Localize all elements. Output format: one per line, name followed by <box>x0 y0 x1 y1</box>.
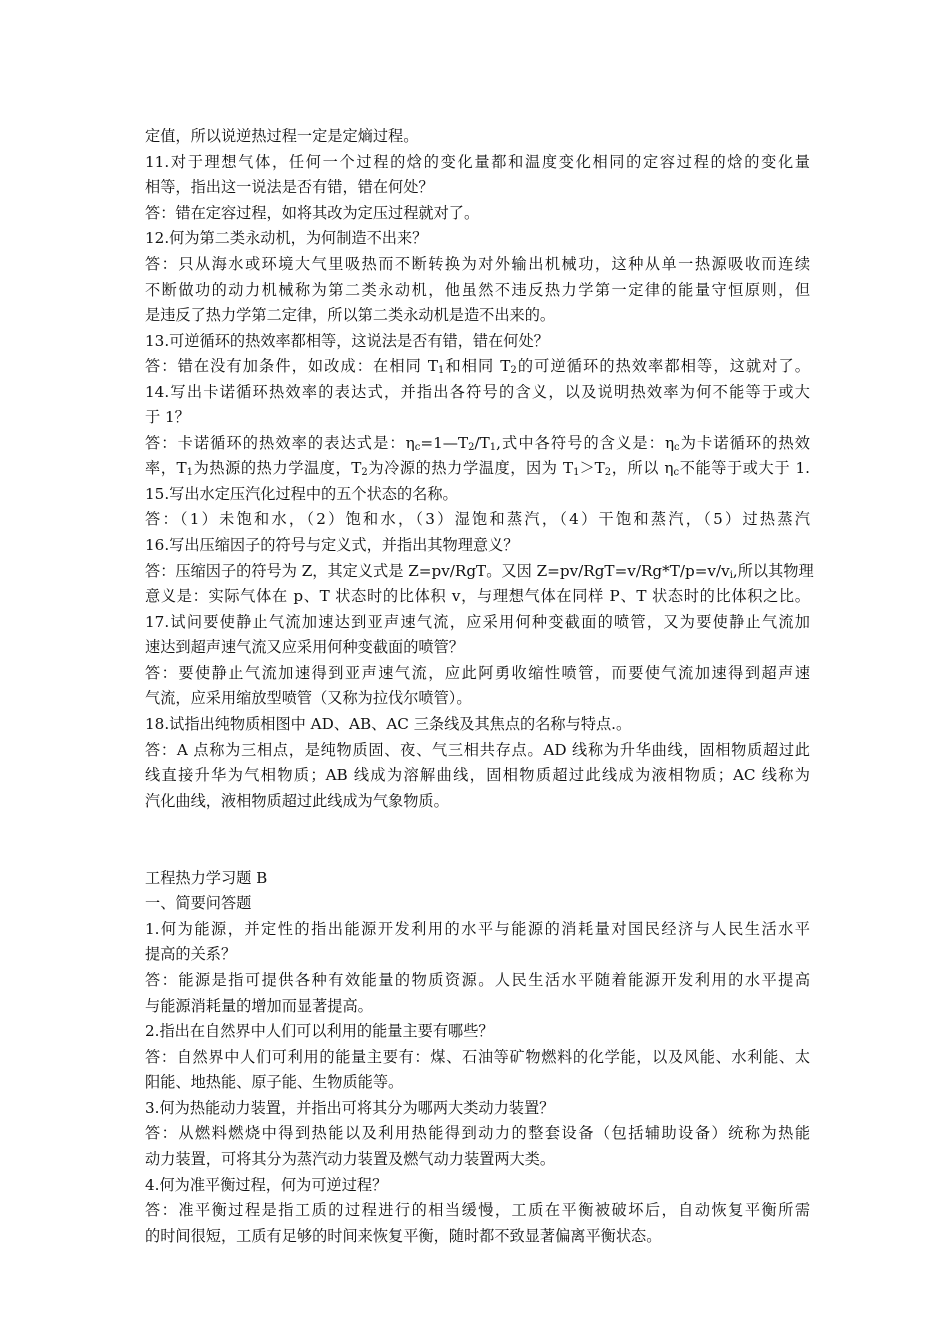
question-15: 15.写出水定压汽化过程中的五个状态的名称。 <box>145 485 458 503</box>
question-16: 16.写出压缩因子的符号与定义式，并指出其物理意义？ <box>145 536 519 554</box>
question-b1: 1.何为能源，并定性的指出能源开发利用的水平与能源的消耗量对国民经济与人民生活水平 <box>145 920 810 938</box>
text-line: 率，$T_1$为热源的热力学温度，$T_2$为冷源的热力学温度，因为 $T_1>T_2$，所以 $\eta_c$不能等于或大于 1. <box>145 459 810 478</box>
text-line: 速达到超声速气流又应采用何种变截面的喷管？ <box>145 638 464 656</box>
answer-15: 答：（1）未饱和水，（2）饱和水，（3）湿饱和蒸汽，（4）干饱和蒸汽，（5）过热蒸汽 <box>145 510 810 528</box>
answer-17: 答：要使静止气流加速得到亚声速气流，应此阿勇收缩性喷管，而要使气流加速得到超声速 <box>145 664 810 682</box>
text-line: 不断做功的动力机械称为第二类永动机，他虽然不违反热力学第一定律的能量守恒原则，但 <box>145 281 810 299</box>
text-line: 相等，指出这一说法是否有错，错在何处？ <box>145 178 434 196</box>
question-13: 13.可逆循环的热效率都相等，这说法是否有错，错在何处？ <box>145 332 549 350</box>
answer-b2: 答：自然界中人们可利用的能量主要有：煤、石油等矿物燃料的化学能，以及风能、水利能、太 <box>145 1048 810 1066</box>
text-line: 与能源消耗量的增加而显著提高。 <box>145 997 373 1015</box>
text-line: 线直接升华为气相物质；AB 线成为溶解曲线，固相物质超过此线成为液相物质；AC 线称为 <box>145 766 810 784</box>
text-line: 气流，应采用缩放型喷管（又称为拉伐尔喷管）。 <box>145 689 472 707</box>
text-line: 汽化曲线，液相物质超过此线成为气象物质。 <box>145 792 449 810</box>
answer-b1: 答：能源是指可提供各种有效能量的物质资源。人民生活水平随着能源开发利用的水平提高 <box>145 971 810 989</box>
text-line: 定值，所以说逆热过程一定是定熵过程。 <box>145 127 419 145</box>
question-b4: 4.何为准平衡过程，何为可逆过程？ <box>145 1176 388 1194</box>
text-line: 于 1？ <box>145 408 190 426</box>
section-heading: 一、简要问答题 <box>145 894 252 912</box>
answer-11: 答：错在定容过程，如将其改为定压过程就对了。 <box>145 204 480 222</box>
question-14: 14.写出卡诺循环热效率的表达式，并指出各符号的含义，以及说明热效率为何不能等于或大 <box>145 383 810 401</box>
question-12: 12.何为第二类永动机，为何制造不出来？ <box>145 229 428 247</box>
question-b3: 3.何为热能动力装置，并指出可将其分为哪两大类动力装置？ <box>145 1099 555 1117</box>
answer-18: 答：A 点称为三相点，是纯物质固、夜、气三相共存点。AD 线称为升华曲线，固相物质超过此 <box>145 741 810 759</box>
text-line: 是违反了热力学第二定律，所以第二类永动机是造不出来的。 <box>145 306 556 324</box>
text-line: 阳能、地热能、原子能、生物质能等。 <box>145 1073 404 1091</box>
answer-16: 答：压缩因子的符号为 Z，其定义式是 Z=pv/RgT。又因 $Z=pv/RgT=v/Rg*T/p=v/v_i$,所以其物理 <box>145 562 814 581</box>
answer-12: 答：只从海水或环境大气里吸热而不断转换为对外输出机械功，这种从单一热源吸收而连续 <box>145 255 810 273</box>
answer-b4: 答：准平衡过程是指工质的过程进行的相当缓慢，工质在平衡被破坏后，自动恢复平衡所需 <box>145 1201 810 1219</box>
question-11: 11.对于理想气体，任何一个过程的焓的变化量都和温度变化相同的定容过程的焓的变化量 <box>145 153 810 171</box>
answer-b3: 答：从燃料燃烧中得到热能以及利用热能得到动力的整套设备（包括辅助设备）统称为热能 <box>145 1124 810 1142</box>
question-18: 18.试指出纯物质相图中 AD、AB、AC 三条线及其焦点的名称与特点.。 <box>145 715 632 733</box>
answer-13: 答：错在没有加条件，如改成：在相同 $T_1$和相同 $T_2$的可逆循环的热效率都相等，这就对了。 <box>145 357 810 376</box>
answer-14: 答：卡诺循环的热效率的表达式是：$\eta_c=1—T_2/T_1$,式中各符号的含义是：$\eta_c$为卡诺循环的热效 <box>145 434 810 453</box>
question-17: 17.试问要使静止气流加速达到亚声速气流，应采用何种变截面的喷管，又为要使静止气流加 <box>145 613 810 631</box>
document-title: 工程热力学习题 B <box>145 869 268 887</box>
text-line: 提高的关系？ <box>145 945 237 963</box>
text-line: 动力装置，可将其分为蒸汽动力装置及燃气动力装置两大类。 <box>145 1150 556 1168</box>
text-line: 的时间很短，工质有足够的时间来恢复平衡，随时都不致显著偏离平衡状态。 <box>145 1227 662 1245</box>
text-line: 意义是：实际气体在 p、T 状态时的比体积 v，与理想气体在同样 P、T 状态时的比体积之比。 <box>145 587 810 605</box>
question-b2: 2.指出在自然界中人们可以利用的能量主要有哪些？ <box>145 1022 494 1040</box>
